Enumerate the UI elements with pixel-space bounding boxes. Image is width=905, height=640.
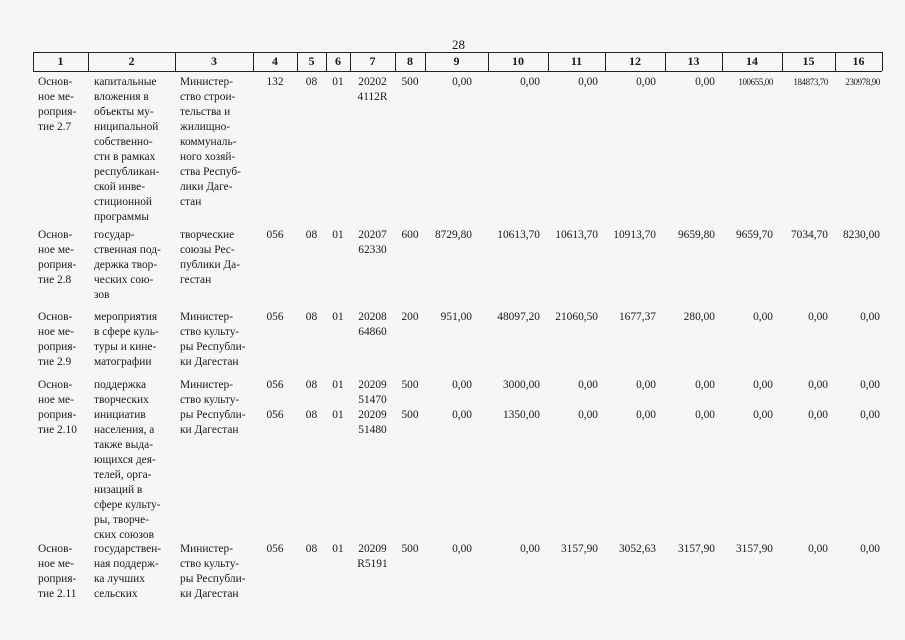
cell-amount-c14: 100655,00 bbox=[738, 77, 773, 87]
cell-c4: 056 bbox=[266, 311, 284, 323]
cell-c8: 500 bbox=[401, 409, 419, 421]
row-label: Основ- ное ме- роприя- тие 2.10 bbox=[38, 379, 77, 436]
header-col-5: 5 bbox=[308, 54, 315, 68]
cell-amount-c11: 0,00 bbox=[578, 409, 598, 421]
cell-amount-c14: 0,00 bbox=[753, 409, 773, 421]
cell-amount-c12: 0,00 bbox=[636, 76, 656, 88]
cell-c5: 08 bbox=[305, 229, 318, 241]
cell-amount-c10: 0,00 bbox=[520, 543, 540, 555]
cell-amount-c10: 10613,70 bbox=[497, 229, 540, 241]
row-executor: Министер- ство культу- ры Республи- ки Дагестан bbox=[180, 543, 246, 600]
cell-amount-c9: 0,00 bbox=[452, 409, 472, 421]
row-executor: Министер- ство строи- тельства и жилищно- коммуналь- ного хозяй- ства Респуб- лики Даге- стан bbox=[180, 76, 241, 208]
cell-amount-c16: 0,00 bbox=[860, 379, 880, 391]
cell-amount-c15: 184873,70 bbox=[793, 77, 828, 87]
cell-amount-c12: 3052,63 bbox=[618, 543, 656, 555]
cell-target-code: 20208 64860 bbox=[358, 311, 387, 338]
cell-c8: 500 bbox=[401, 379, 419, 391]
header-col-14: 14 bbox=[746, 54, 758, 68]
cell-target-code: 20202 4112R bbox=[357, 76, 388, 103]
header-col-11: 11 bbox=[570, 54, 583, 68]
cell-c5: 08 bbox=[305, 543, 318, 555]
cell-amount-c16: 8230,00 bbox=[842, 229, 880, 241]
cell-amount-c10: 3000,00 bbox=[502, 379, 540, 391]
cell-target-code: 20209 51480 bbox=[358, 409, 387, 436]
cell-c6: 01 bbox=[332, 311, 344, 323]
header-bottom-rule bbox=[33, 71, 882, 72]
row-label: Основ- ное ме- роприя- тие 2.8 bbox=[38, 229, 77, 286]
cell-c6: 01 bbox=[332, 543, 344, 555]
cell-amount-c13: 9659,80 bbox=[677, 229, 715, 241]
row-description: государствен- ная поддерж- ка лучших сельских bbox=[94, 543, 162, 600]
cell-amount-c12: 0,00 bbox=[636, 409, 656, 421]
cell-c8: 500 bbox=[401, 76, 419, 88]
header-col-10: 10 bbox=[512, 54, 524, 68]
cell-c5: 08 bbox=[305, 409, 318, 421]
cell-amount-c15: 0,00 bbox=[808, 379, 828, 391]
cell-amount-c11: 21060,50 bbox=[555, 311, 598, 323]
header-col-1: 1 bbox=[57, 54, 64, 68]
cell-amount-c15: 7034,70 bbox=[790, 229, 828, 241]
header-column-divider bbox=[882, 52, 883, 71]
cell-amount-c12: 0,00 bbox=[636, 379, 656, 391]
cell-amount-c11: 0,00 bbox=[578, 379, 598, 391]
header-col-2: 2 bbox=[128, 54, 135, 68]
cell-amount-c16: 0,00 bbox=[860, 543, 880, 555]
cell-c5: 08 bbox=[305, 311, 318, 323]
cell-target-code: 20209 R5191 bbox=[357, 543, 388, 570]
cell-amount-c12: 10913,70 bbox=[613, 229, 656, 241]
cell-c4: 132 bbox=[266, 76, 284, 88]
cell-amount-c15: 0,00 bbox=[808, 409, 828, 421]
cell-target-code: 20207 62330 bbox=[358, 229, 387, 256]
cell-amount-c16: 230978,90 bbox=[845, 77, 880, 87]
cell-c6: 01 bbox=[332, 229, 344, 241]
cell-c8: 200 bbox=[401, 311, 419, 323]
cell-amount-c10: 0,00 bbox=[520, 76, 540, 88]
row-label: Основ- ное ме- роприя- тие 2.9 bbox=[38, 311, 77, 368]
cell-c4: 056 bbox=[266, 379, 284, 391]
header-col-15: 15 bbox=[802, 54, 815, 68]
cell-c5: 08 bbox=[305, 76, 318, 88]
cell-amount-c14: 0,00 bbox=[753, 379, 773, 391]
header-col-12: 12 bbox=[629, 54, 641, 68]
cell-amount-c16: 0,00 bbox=[860, 409, 880, 421]
header-top-rule bbox=[33, 52, 882, 53]
cell-amount-c9: 0,00 bbox=[452, 543, 472, 555]
header-col-3: 3 bbox=[211, 54, 217, 68]
cell-amount-c13: 0,00 bbox=[695, 379, 715, 391]
row-label: Основ- ное ме- роприя- тие 2.7 bbox=[38, 76, 77, 133]
header-col-16: 16 bbox=[852, 54, 865, 68]
cell-amount-c14: 3157,90 bbox=[735, 543, 773, 555]
cell-amount-c14: 9659,70 bbox=[735, 229, 773, 241]
header-col-6: 6 bbox=[335, 54, 341, 68]
cell-amount-c9: 0,00 bbox=[452, 379, 472, 391]
cell-amount-c10: 1350,00 bbox=[502, 409, 540, 421]
cell-amount-c15: 0,00 bbox=[808, 543, 828, 555]
row-description: капитальные вложения в объекты му- ниципальной собственно- сти в рамках республикан- ской инве- стиционной программы bbox=[94, 76, 160, 223]
row-description: государ- ственная под- держка твор- ческих сою- зов bbox=[94, 229, 161, 301]
cell-amount-c16: 0,00 bbox=[860, 311, 880, 323]
cell-c6: 01 bbox=[332, 409, 344, 421]
cell-amount-c15: 0,00 bbox=[808, 311, 828, 323]
cell-c8: 600 bbox=[401, 229, 419, 241]
cell-c4: 056 bbox=[266, 229, 284, 241]
cell-target-code: 20209 51470 bbox=[358, 379, 387, 406]
cell-c6: 01 bbox=[332, 76, 344, 88]
cell-amount-c13: 280,00 bbox=[683, 311, 715, 323]
header-col-4: 4 bbox=[272, 54, 278, 68]
row-label: Основ- ное ме- роприя- тие 2.11 bbox=[38, 543, 77, 600]
header-col-9: 9 bbox=[453, 54, 460, 68]
row-description: поддержка творческих инициатив населения, а также выда- ющихся дея- телей, орга- низаций в сфере культу- ры, творче- ских союзов bbox=[94, 379, 161, 541]
cell-amount-c9: 0,00 bbox=[452, 76, 472, 88]
row-executor: Министер- ство культу- ры Республи- ки Дагестан bbox=[180, 379, 246, 436]
cell-amount-c13: 0,00 bbox=[695, 76, 715, 88]
cell-amount-c9: 8729,80 bbox=[434, 229, 472, 241]
cell-amount-c14: 0,00 bbox=[753, 311, 773, 323]
cell-amount-c12: 1677,37 bbox=[618, 311, 656, 323]
cell-amount-c13: 0,00 bbox=[695, 409, 715, 421]
cell-amount-c10: 48097,20 bbox=[497, 311, 540, 323]
cell-c4: 056 bbox=[266, 409, 284, 421]
header-col-13: 13 bbox=[687, 54, 700, 68]
cell-amount-c11: 10613,70 bbox=[555, 229, 598, 241]
cell-c4: 056 bbox=[266, 543, 284, 555]
page-number: 28 bbox=[452, 37, 465, 52]
cell-amount-c13: 3157,90 bbox=[677, 543, 715, 555]
row-executor: Министер- ство культу- ры Республи- ки Дагестан bbox=[180, 311, 246, 368]
cell-c5: 08 bbox=[305, 379, 318, 391]
header-col-8: 8 bbox=[407, 54, 413, 68]
cell-amount-c11: 3157,90 bbox=[560, 543, 598, 555]
row-description: мероприятия в сфере куль- туры и кине- матографии bbox=[94, 311, 159, 368]
row-executor: творческие союзы Рес- публики Да- гестан bbox=[180, 229, 241, 286]
cell-c6: 01 bbox=[332, 379, 344, 391]
cell-amount-c11: 0,00 bbox=[578, 76, 598, 88]
header-col-7: 7 bbox=[369, 54, 376, 68]
cell-c8: 500 bbox=[401, 543, 419, 555]
cell-amount-c9: 951,00 bbox=[440, 311, 472, 323]
